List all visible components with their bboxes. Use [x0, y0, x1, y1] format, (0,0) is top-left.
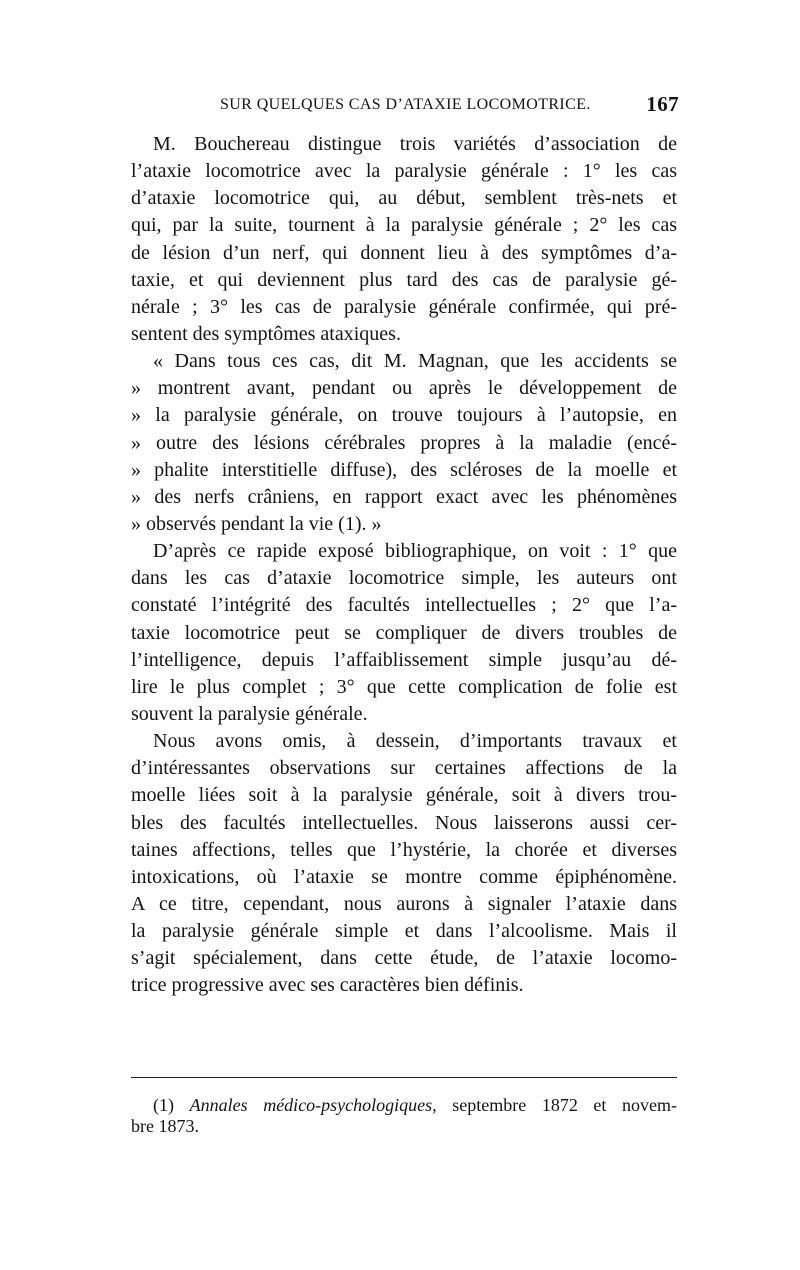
- footnote-line: bre 1873.: [131, 1116, 199, 1136]
- body-line: bles des facultés intellectuelles. Nous laisserons aussi cer-: [131, 811, 677, 834]
- body-line: de lésion d’un nerf, qui donnent lieu à des symptômes d’a-: [131, 241, 677, 264]
- quote-line: » phalite interstitielle diffuse), des scléroses de la moelle et: [131, 458, 677, 481]
- body-line: l’ataxie locomotrice avec la paralysie générale : 1° les cas: [131, 160, 677, 183]
- body-line: M. Bouchereau distingue trois variétés d’association de: [153, 133, 677, 155]
- body-line: nérale ; 3° les cas de paralysie générale confirmée, qui pré-: [131, 295, 677, 318]
- body-line: l’intelligence, depuis l’affaiblissement simple jusqu’au dé-: [131, 648, 677, 671]
- body-line: s’agit spécialement, dans cette étude, de l’ataxie locomo-: [131, 947, 677, 970]
- quote-line: » observés pendant la vie (1). »: [131, 512, 382, 535]
- body-line: D’après ce rapide exposé bibliographique, on voit : 1° que: [153, 540, 677, 563]
- body-line: d’intéressantes observations sur certaines affections de la: [131, 757, 677, 780]
- running-head: [131, 92, 679, 120]
- body-line: souvent la paralysie générale.: [131, 702, 368, 725]
- quote-line: « Dans tous ces cas, dit M. Magnan, que les accidents se: [153, 350, 677, 373]
- body-line: sentent des symptômes ataxiques.: [131, 322, 401, 345]
- footnote-journal: Annales médico-psychologiques,: [189, 1095, 437, 1115]
- body-line: la paralysie générale simple et dans l’alcoolisme. Mais il: [131, 920, 677, 943]
- quote-line: » la paralysie générale, on trouve toujours à l’autopsie, en: [131, 404, 677, 427]
- body-line: lire le plus complet ; 3° que cette complication de folie est: [131, 675, 677, 698]
- body-line: trice progressive avec ses caractères bien définis.: [131, 974, 524, 997]
- footnote-text: septembre 1872 et novem-: [452, 1095, 677, 1115]
- body-line: taxie locomotrice peut se compliquer de divers troubles de: [131, 621, 677, 644]
- quote-line: » outre des lésions cérébrales propres à la maladie (encé-: [131, 431, 677, 454]
- quote-line: » des nerfs crâniens, en rapport exact avec les phénomènes: [131, 485, 677, 508]
- page-number: 167: [646, 92, 679, 116]
- body-line: A ce titre, cependant, nous aurons à signaler l’ataxie dans: [131, 892, 677, 915]
- body-line: dans les cas d’ataxie locomotrice simple, les auteurs ont: [131, 567, 677, 590]
- body-line: constaté l’intégrité des facultés intellectuelles ; 2° que l’a-: [131, 594, 677, 617]
- footnote-marker: (1): [153, 1095, 174, 1115]
- footnote-line: [131, 1095, 677, 1116]
- body-line: moelle liées soit à la paralysie générale, soit à divers trou-: [131, 784, 677, 807]
- running-title: SUR QUELQUES CAS D’ATAXIE LOCOMOTRICE.: [220, 96, 591, 113]
- body-line: taines affections, telles que l’hystérie, la chorée et diverses: [131, 838, 677, 861]
- body-line: qui, par la suite, tournent à la paralysie générale ; 2° les cas: [131, 214, 677, 237]
- body-line: d’ataxie locomotrice qui, au début, semblent très-nets et: [131, 187, 677, 210]
- body-line: intoxications, où l’ataxie se montre comme épiphénomène.: [131, 865, 677, 888]
- footnote: [131, 1095, 677, 1137]
- quote-line: » montrent avant, pendant ou après le développement de: [131, 377, 677, 400]
- body-line: Nous avons omis, à dessein, d’importants travaux et: [153, 730, 677, 753]
- footnote-rule: [131, 1077, 677, 1078]
- body-text: [131, 131, 677, 1000]
- body-line: taxie, et qui deviennent plus tard des cas de paralysie gé-: [131, 268, 677, 291]
